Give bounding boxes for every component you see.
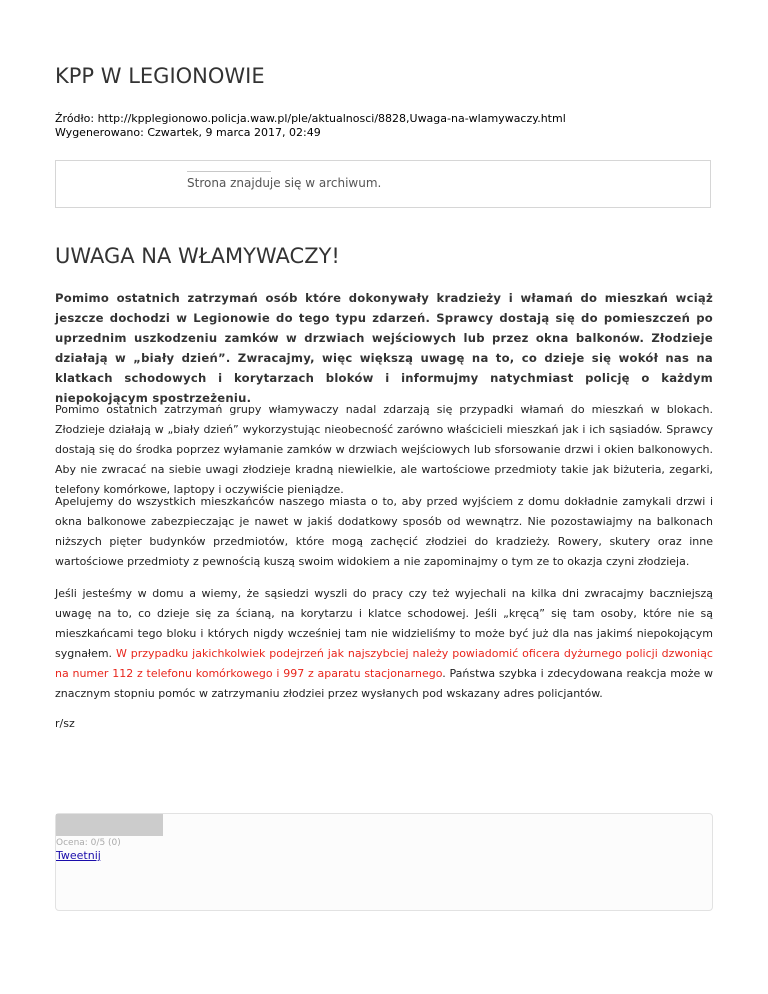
paragraph-3-start: Jeśli jesteśmy w domu a wiemy, że sąsiedzi wyszli do pracy czy też wyjechali na kilka dni zwracajmy baczniejszą uwagę na to, co dzieje się za ścianą, na korytarzu i klatce schodowej. Jeśli „kręcą” się tam osoby, które nie są mieszkańcami tego bloku i których nigdy wcześniej tam nie widzieliśmy to może być już dla nas jakimś niepokojącym sygnałem. [55,587,713,660]
source-url-line: Źródło: http://kpplegionowo.policja.waw.pl/ple/aktualnosci/8828,Uwaga-na-wlamywaczy.html [55,112,566,125]
article-title: UWAGA NA WŁAMYWACZY! [55,244,340,268]
archive-notice-text: Strona znajduje się w archiwum. [187,176,382,190]
paragraph-3-end: . Państwa szybka i zdecydowana reakcja może w znacznym stopniu pomóc w zatrzymaniu złodziei przez wysłanych pod wskazany adres policjantów. [55,667,714,700]
rating-box [55,813,713,911]
archive-notice-box [55,160,711,208]
tweet-link[interactable]: Tweetnij [56,849,101,862]
emergency-numbers-highlight: W przypadku jakichkolwiek podejrzeń jak najszybciej należy powiadomić oficera dyżurnego policji dzwoniąc na numer 112 z telefonu komórkowego i 997 z aparatu stacjonarnego [55,647,713,680]
author-signature: r/sz [55,717,75,730]
generated-date-line: Wygenerowano: Czwartek, 9 marca 2017, 02:49 [55,126,321,139]
archive-divider [187,171,271,172]
page-meta [55,112,566,140]
article-lead: Pomimo ostatnich zatrzymań osób które dokonywały kradzieży i włamań do mieszkań wciąż jeszcze dochodzi w Legionowie do tego typu zdarzeń. Sprawcy dostają się do pomieszczeń po uprzednim uszkodzeniu zamków w drzwiach wejściowych lub przez okna balkonów. Złodzieje działają w „biały dzień”. Zwracajmy, więc większą uwagę na to, co dzieje się wokół nas na klatkach schodowych i korytarzach bloków i informujmy natychmiast policję o każdym niepokojącym spostrzeżeniu. [55,291,713,405]
rating-score-text: Ocena: 0/5 (0) [56,838,121,848]
article-paragraph-1: Pomimo ostatnich zatrzymań grupy włamywaczy nadal zdarzają się przypadki włamań do mieszkań w blokach. Złodzieje działają w „biały dzień” wykorzystując nieobecność zarówno właścicieli mieszkań jak i ich sąsiadów. Sprawcy dostają się do środka poprzez wyłamanie zamków w drzwiach wejściowych lub sforsowanie drzwi i okien balkonowych. Aby nie zwracać na siebie uwagi złodzieje kradną niewielkie, ale wartościowe przedmioty takie jak biżuteria, zegarki, telefony komórkowe, laptopy i oczywiście pieniądze. [55,403,713,496]
article-paragraph-2: Apelujemy do wszystkich mieszkańców naszego miasta o to, aby przed wyjściem z domu dokładnie zamykali drzwi i okna balkonowe zabezpieczając je nawet w jakiś dodatkowy sposób od wewnątrz. Nie pozostawiajmy na balkonach niższych pięter budynków przedmiotów, które mogą zachęcić złodziei do kradzieży. Rowery, skutery oraz inne wartościowe przedmioty z pewnością kuszą swoim widokiem a nie zapominajmy o tym ze to okazja czyni złodzieja. [55,495,713,568]
rating-stars-widget[interactable] [56,814,163,836]
article-paragraph-3 [55,584,713,704]
site-title: KPP W LEGIONOWIE [55,64,265,88]
